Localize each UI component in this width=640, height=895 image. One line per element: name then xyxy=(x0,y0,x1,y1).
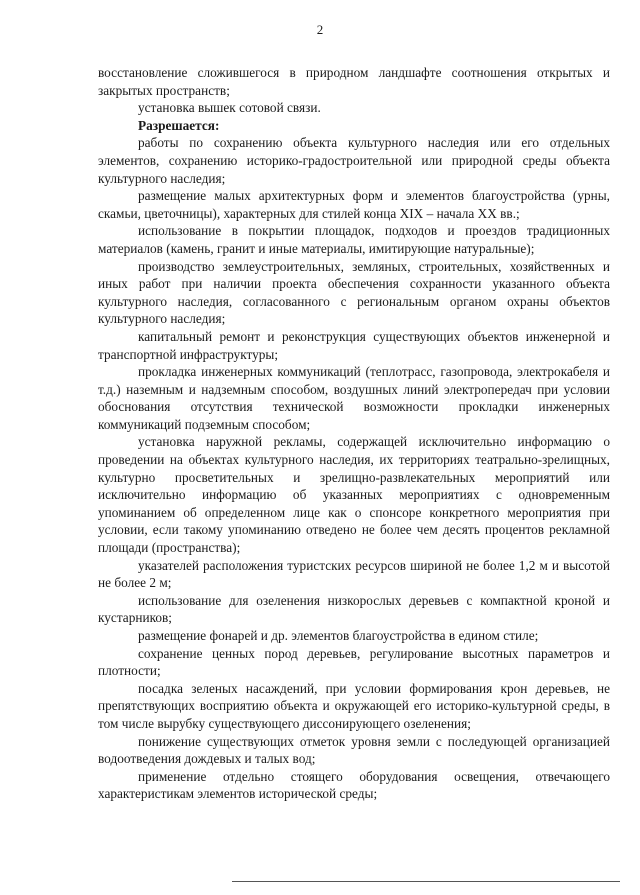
document-body xyxy=(98,64,610,803)
paragraph: работы по сохранению объекта культурного наследия или его отдельных элементов, сохранению историко-градостроительной или природной среды объекта культурного наследия; xyxy=(98,135,610,186)
paragraph: применение отдельно стоящего оборудования освещения, отвечающего характеристикам элементов исторической среды; xyxy=(98,768,610,802)
paragraph: производство землеустроительных, земляных, строительных, хозяйственных и иных работ при наличии проекта обеспечения сохранности указанного объекта культурного наследия, согласованного с региональным органом охраны объектов культурного наследия; xyxy=(98,258,610,327)
paragraph: размещение малых архитектурных форм и элементов благоустройства (урны, скамьи, цветочницы), характерных для стилей конца XIX – начала XX вв.; xyxy=(98,188,610,221)
paragraph: посадка зеленых насаждений, при условии формирования крон деревьев, не препятствующих восприятию объекта и окружающей его историко-культурной среды, в том числе вырубку существующего диссонирующего озеленения; xyxy=(98,680,610,731)
paragraph: понижение существующих отметок уровня земли с последующей организацией водоотведения дождевых и талых вод; xyxy=(98,733,610,767)
paragraph: использование в покрытии площадок, подходов и проездов традиционных материалов (камень, гранит и иные материалы, имитирующие натуральные); xyxy=(98,223,610,256)
footer-rule xyxy=(232,881,620,882)
paragraph: указателей расположения туристских ресурсов шириной не более 1,2 м и высотой не более 2 м; xyxy=(98,557,610,591)
paragraph: капитальный ремонт и реконструкция существующих объектов инженерной и транспортной инфраструктуры; xyxy=(98,328,610,362)
paragraph: прокладка инженерных коммуникаций (теплотрасс, газопровода, электрокабеля и т.д.) наземным и надземным способом, воздушных линий электропередач при условии обоснования отсутствия технической возможности прокладки инженерных коммуникаций подземным способом; xyxy=(98,364,610,432)
section-heading: Разрешается: xyxy=(138,117,220,133)
paragraph: размещение фонарей и др. элементов благоустройства в едином стиле; xyxy=(138,628,539,643)
paragraph: сохранение ценных пород деревьев, регулирование высотных параметров и плотности; xyxy=(98,645,610,679)
paragraph: установка вышек сотовой связи. xyxy=(138,100,321,116)
paragraph: установка наружной рекламы, содержащей исключительно информацию о проведении на объектах культурного наследия, их территориях театрально-зрелищных, культурно просветительных и зрелищно-развлекательных мероприятий или исключительно информацию об указанных мероприятиях с одновременным упоминанием об определенном лице как о спонсоре конкретного мероприятия при условии, если такому упоминанию отведено не более чем десять процентов рекламной площади (пространства); xyxy=(98,434,610,556)
page-number: 2 xyxy=(316,22,324,37)
paragraph: восстановление сложившегося в природном ландшафте соотношения открытых и закрытых пространств; xyxy=(98,65,610,98)
paragraph: использование для озеленения низкорослых деревьев с компактной кроной и кустарников; xyxy=(98,592,610,626)
